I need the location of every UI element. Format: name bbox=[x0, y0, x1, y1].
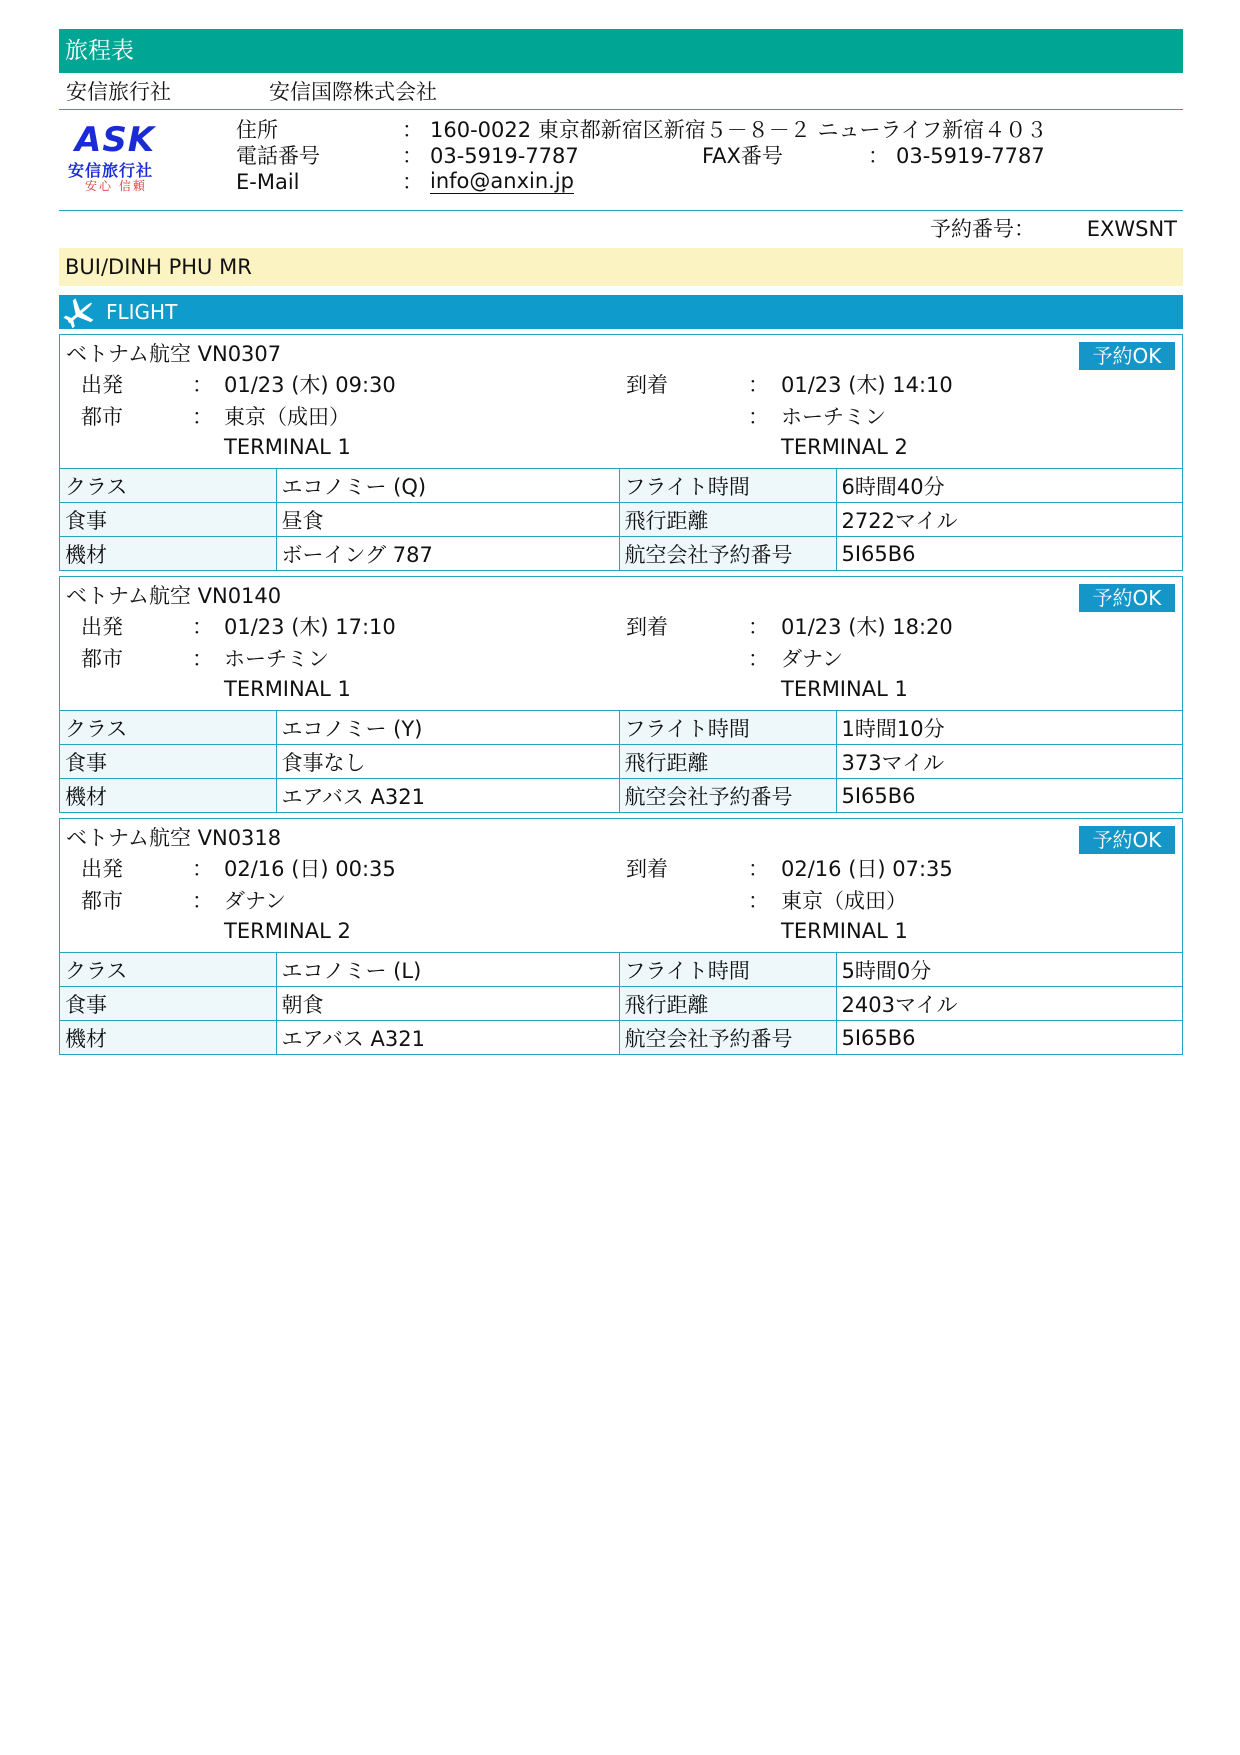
table-row bbox=[60, 745, 1182, 779]
flight-card bbox=[59, 818, 1183, 1055]
flight-details-table bbox=[60, 953, 1182, 1054]
agency-row bbox=[59, 75, 1183, 110]
city-label: 都市 bbox=[81, 647, 123, 671]
city-label: 都市 bbox=[81, 889, 123, 913]
arrive-time: 02/16 (日) 07:35 bbox=[781, 857, 953, 881]
meal-label: 食事 bbox=[60, 987, 276, 1021]
to-colon: ： bbox=[748, 405, 769, 429]
phone-colon: ： bbox=[402, 144, 423, 168]
status-badge: 予約OK bbox=[1079, 584, 1175, 612]
depart-colon: ： bbox=[192, 373, 213, 397]
to-terminal: TERMINAL 2 bbox=[781, 435, 908, 459]
from-colon: ： bbox=[192, 889, 213, 913]
flight-time-value: 6時間40分 bbox=[836, 469, 1182, 503]
table-row bbox=[60, 1021, 1182, 1055]
booking-row bbox=[59, 212, 1183, 246]
address-colon: ： bbox=[402, 118, 423, 142]
airline-ref-label: 航空会社予約番号 bbox=[619, 1021, 836, 1055]
flight-title: ベトナム航空 VN0318 bbox=[66, 826, 282, 850]
airline-ref-value: 5I65B6 bbox=[841, 1025, 916, 1050]
logo-tagline: 安心 信頼 bbox=[85, 179, 147, 193]
distance-label: 飛行距離 bbox=[619, 745, 836, 779]
arrive-label: 到着 bbox=[626, 373, 668, 397]
to-colon: ： bbox=[748, 647, 769, 671]
distance-value: 373マイル bbox=[836, 745, 1182, 779]
depart-time: 02/16 (日) 00:35 bbox=[224, 857, 396, 881]
booking-number-label: 予約番号： bbox=[930, 217, 1035, 241]
to-city: 東京（成田） bbox=[781, 889, 907, 913]
airline-ref-label: 航空会社予約番号 bbox=[619, 779, 836, 813]
status-badge: 予約OK bbox=[1079, 342, 1175, 370]
from-terminal: TERMINAL 1 bbox=[224, 677, 351, 701]
flight-section-label: FLIGHT bbox=[106, 300, 178, 324]
meal-value: 食事なし bbox=[276, 745, 619, 779]
flight-header bbox=[60, 819, 1182, 953]
flight-card bbox=[59, 576, 1183, 813]
booking-number: EXWSNT bbox=[1086, 217, 1177, 241]
from-city: ダナン bbox=[224, 889, 286, 913]
flight-time-value: 5時間0分 bbox=[836, 953, 1182, 987]
passenger-name: BUI/DINH PHU MR bbox=[59, 248, 1183, 286]
class-label: クラス bbox=[60, 711, 276, 745]
fax-label: FAX番号 bbox=[702, 144, 783, 168]
flight-time-value: 1時間10分 bbox=[836, 711, 1182, 745]
address-value: 160-0022 東京都新宿区新宿５－８－２ ニューライフ新宿４０３ bbox=[430, 118, 1048, 142]
flight-header bbox=[60, 335, 1182, 469]
flight-time-label: フライト時間 bbox=[619, 469, 836, 503]
distance-value: 2403マイル bbox=[836, 987, 1182, 1021]
flight-time-label: フライト時間 bbox=[619, 953, 836, 987]
airline-ref-label: 航空会社予約番号 bbox=[619, 537, 836, 571]
from-terminal: TERMINAL 1 bbox=[224, 435, 351, 459]
class-value: エコノミー (Q) bbox=[276, 469, 619, 503]
phone-label: 電話番号 bbox=[236, 144, 320, 168]
email-link[interactable]: info@anxin.jp bbox=[430, 169, 574, 193]
flight-title: ベトナム航空 VN0140 bbox=[66, 584, 282, 608]
aircraft-value: エアバス A321 bbox=[276, 779, 619, 813]
to-terminal: TERMINAL 1 bbox=[781, 919, 908, 943]
distance-label: 飛行距離 bbox=[619, 503, 836, 537]
to-city: ダナン bbox=[781, 647, 843, 671]
from-colon: ： bbox=[192, 405, 213, 429]
flight-card bbox=[59, 334, 1183, 571]
table-row bbox=[60, 469, 1182, 503]
meal-value: 朝食 bbox=[276, 987, 619, 1021]
depart-label: 出発 bbox=[81, 857, 123, 881]
arrive-label: 到着 bbox=[626, 615, 668, 639]
page-title: 旅程表 bbox=[59, 29, 1183, 73]
email-label: E-Mail bbox=[236, 170, 300, 194]
aircraft-label: 機材 bbox=[60, 779, 276, 813]
to-city: ホーチミン bbox=[781, 405, 886, 429]
distance-label: 飛行距離 bbox=[619, 987, 836, 1021]
flight-details-table bbox=[60, 469, 1182, 570]
agency-logo bbox=[67, 120, 219, 193]
arrive-colon: ： bbox=[748, 857, 769, 881]
meal-value: 昼食 bbox=[276, 503, 619, 537]
flight-title: ベトナム航空 VN0307 bbox=[66, 342, 282, 366]
aircraft-value: エアバス A321 bbox=[276, 1021, 619, 1055]
fax-colon: ： bbox=[868, 144, 889, 168]
city-label: 都市 bbox=[81, 405, 123, 429]
depart-label: 出発 bbox=[81, 615, 123, 639]
arrive-time: 01/23 (木) 14:10 bbox=[781, 373, 953, 397]
depart-colon: ： bbox=[192, 857, 213, 881]
class-label: クラス bbox=[60, 953, 276, 987]
logo-mark: ASK bbox=[75, 120, 156, 160]
depart-time: 01/23 (木) 17:10 bbox=[224, 615, 396, 639]
arrive-label: 到着 bbox=[626, 857, 668, 881]
aircraft-label: 機材 bbox=[60, 537, 276, 571]
email-colon: ： bbox=[402, 170, 423, 194]
distance-value: 2722マイル bbox=[836, 503, 1182, 537]
airplane-icon bbox=[63, 296, 99, 328]
table-row bbox=[60, 537, 1182, 571]
flight-time-label: フライト時間 bbox=[619, 711, 836, 745]
from-city: 東京（成田） bbox=[224, 405, 350, 429]
table-row bbox=[60, 953, 1182, 987]
depart-colon: ： bbox=[192, 615, 213, 639]
aircraft-label: 機材 bbox=[60, 1021, 276, 1055]
depart-time: 01/23 (木) 09:30 bbox=[224, 373, 396, 397]
meal-label: 食事 bbox=[60, 745, 276, 779]
flight-section-header bbox=[59, 295, 1183, 329]
table-row bbox=[60, 711, 1182, 745]
class-label: クラス bbox=[60, 469, 276, 503]
depart-label: 出発 bbox=[81, 373, 123, 397]
flight-details-table bbox=[60, 711, 1182, 812]
logo-name: 安信旅行社 bbox=[68, 161, 154, 180]
meal-label: 食事 bbox=[60, 503, 276, 537]
table-row bbox=[60, 987, 1182, 1021]
arrive-colon: ： bbox=[748, 615, 769, 639]
status-badge: 予約OK bbox=[1079, 826, 1175, 854]
table-row bbox=[60, 779, 1182, 813]
agency-name: 安信旅行社 bbox=[66, 80, 171, 104]
airline-ref-value: 5I65B6 bbox=[841, 783, 916, 808]
aircraft-value: ボーイング 787 bbox=[276, 537, 619, 571]
class-value: エコノミー (L) bbox=[276, 953, 619, 987]
from-colon: ： bbox=[192, 647, 213, 671]
fax-value: 03-5919-7787 bbox=[896, 144, 1045, 168]
from-terminal: TERMINAL 2 bbox=[224, 919, 351, 943]
table-row bbox=[60, 503, 1182, 537]
airline-ref-value: 5I65B6 bbox=[841, 541, 916, 566]
to-terminal: TERMINAL 1 bbox=[781, 677, 908, 701]
phone-value: 03-5919-7787 bbox=[430, 144, 579, 168]
class-value: エコノミー (Y) bbox=[276, 711, 619, 745]
from-city: ホーチミン bbox=[224, 647, 329, 671]
flight-header bbox=[60, 577, 1182, 711]
arrive-time: 01/23 (木) 18:20 bbox=[781, 615, 953, 639]
arrive-colon: ： bbox=[748, 373, 769, 397]
to-colon: ： bbox=[748, 889, 769, 913]
company-name: 安信国際株式会社 bbox=[269, 80, 437, 104]
contact-block bbox=[59, 110, 1183, 211]
address-label: 住所 bbox=[236, 118, 278, 142]
